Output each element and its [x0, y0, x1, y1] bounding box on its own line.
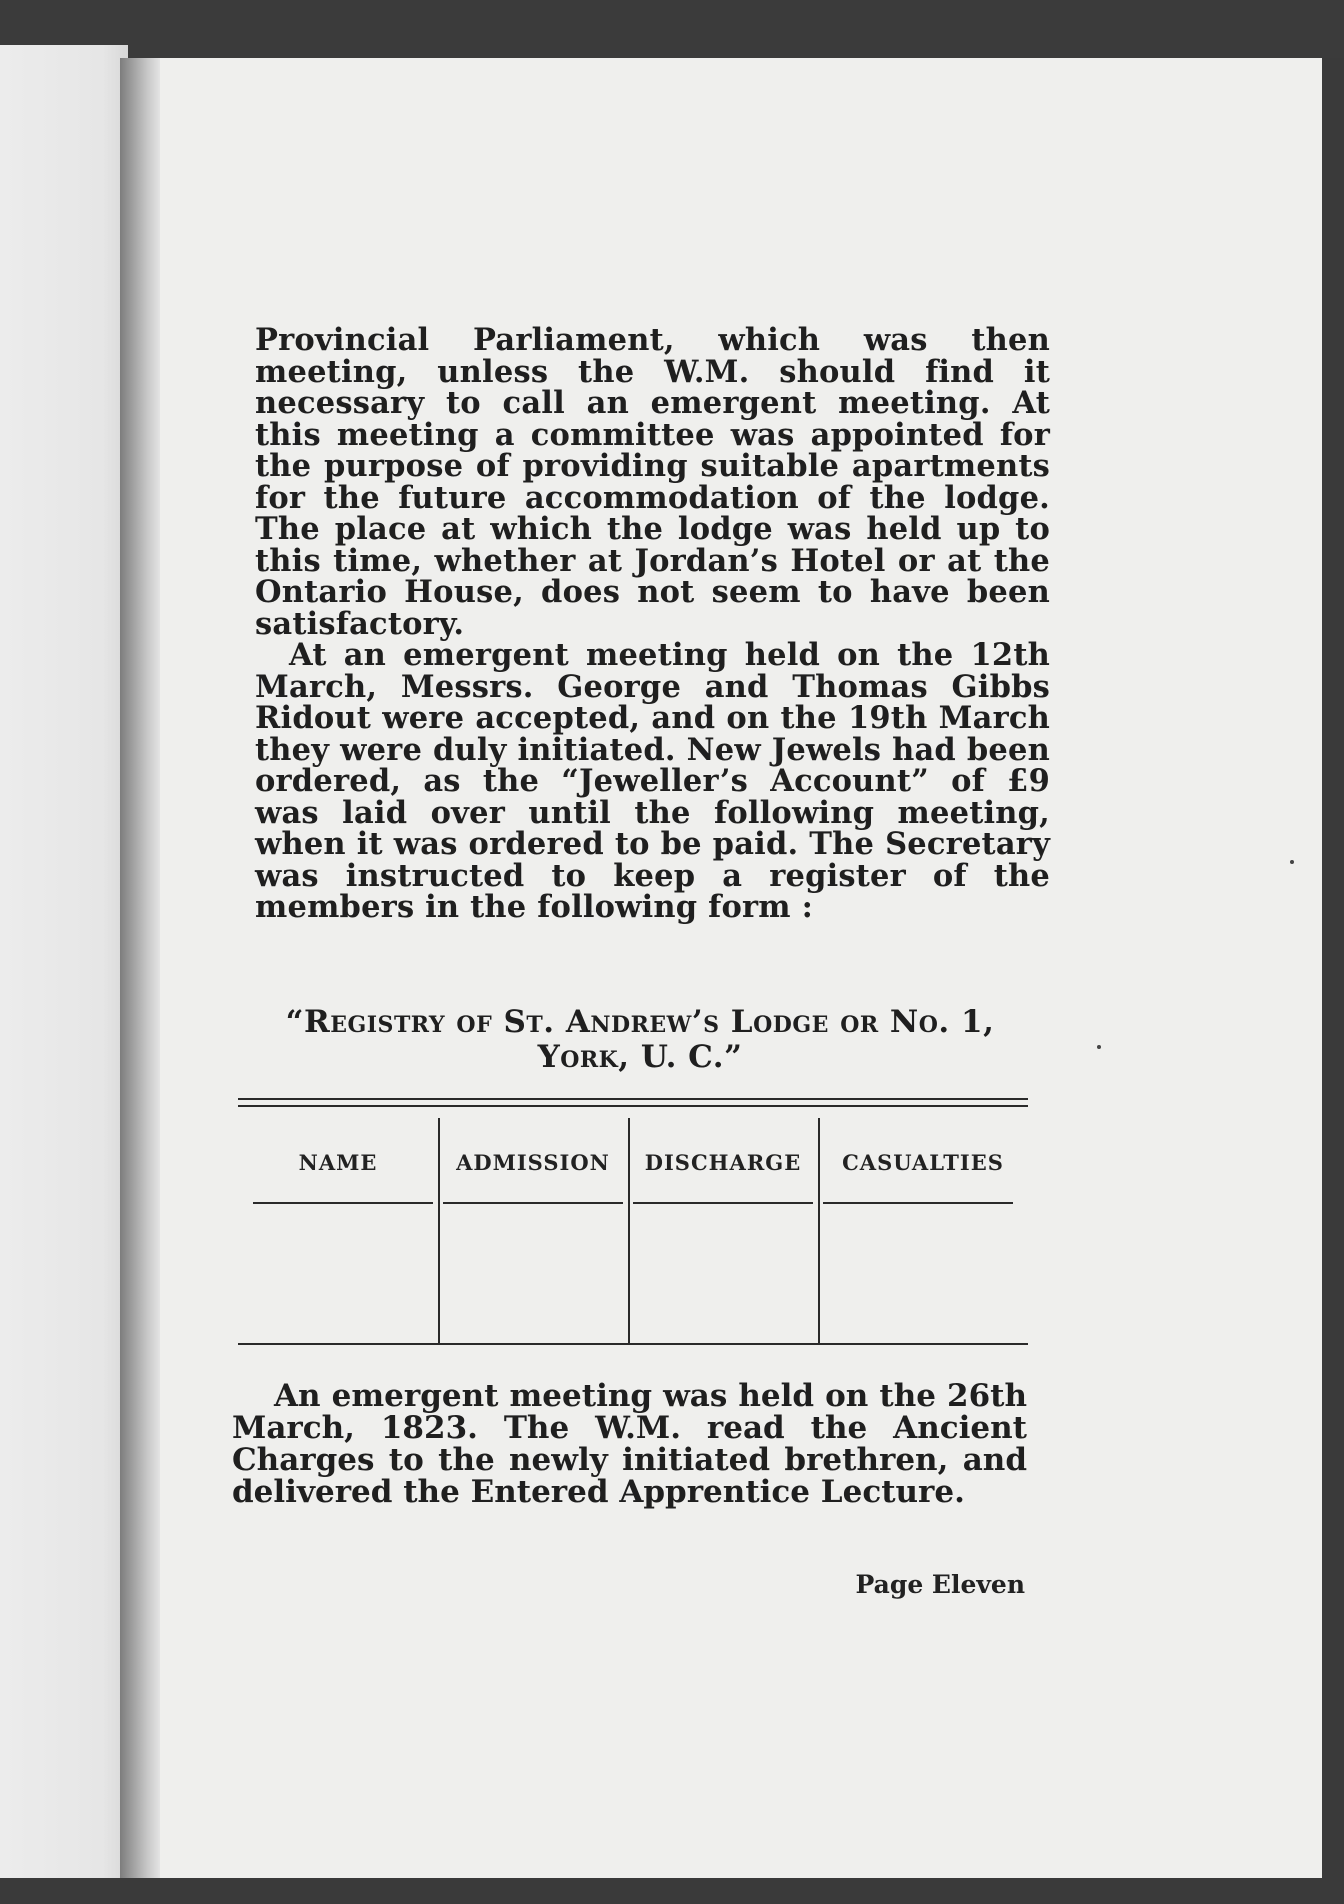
column-divider: [818, 1118, 820, 1343]
column-header-admission: ADMISSION: [456, 1150, 610, 1175]
table-bottom-rule: [238, 1343, 1028, 1345]
header-underline: [253, 1202, 433, 1204]
column-header-casualties: CASUALTIES: [842, 1150, 1004, 1175]
register-title-line-1: “Registry of St. Andrew’s Lodge or No. 1,: [285, 1004, 995, 1040]
scan-speck: [1290, 860, 1294, 864]
scan-right-border: [1322, 58, 1344, 1904]
header-underline: [633, 1202, 813, 1204]
header-underline: [443, 1202, 623, 1204]
scan-speck: [1097, 1045, 1101, 1049]
book-gutter-shadow: [120, 58, 160, 1880]
closing-text: [232, 1380, 1027, 1508]
register-title: [230, 1005, 1050, 1075]
scan-top-border: [0, 0, 1344, 58]
facing-page-edge: [0, 45, 128, 1880]
register-title-line-2: York, U. C.”: [537, 1039, 743, 1075]
body-paragraph-2: At an emergent meeting held on the 12th March, Messrs. George and Thomas Gibbs Ridout were accepted, and on the 19th March they were duly initiated. New Jewels had been ordered, as the “Jeweller’s Account” of £9 was laid over until the following meeting, when it was ordered to be paid. The Secretary was instructed to keep a register of the members in the following form :: [255, 637, 1050, 925]
register-form-table: [238, 1098, 1028, 1348]
page-number: Page Eleven: [855, 1570, 1025, 1599]
column-header-discharge: DISCHARGE: [644, 1150, 802, 1175]
scan-bottom-border: [0, 1878, 1344, 1904]
body-text: [255, 322, 1050, 925]
column-divider: [628, 1118, 630, 1343]
closing-paragraph: An emergent meeting was held on the 26th March, 1823. The W.M. read the Ancient Charges to the newly initiated brethren, and delivered the Entered Apprentice Lecture.: [232, 1378, 1027, 1510]
column-divider: [438, 1118, 440, 1343]
column-header-name: NAME: [298, 1150, 378, 1175]
table-top-rule-double: [238, 1105, 1028, 1107]
body-paragraph-1: Provincial Parliament, which was then meeting, unless the W.M. should find it necessary to call an emergent meeting. At this meeting a committee was appointed for the purpose of providing suitable apartments for the future accommodation of the lodge. The place at which the lodge was held up to this time, whether at Jordan’s Hotel or at the Ontario House, does not seem to have been satisfactory.: [255, 322, 1050, 642]
table-top-rule: [238, 1098, 1028, 1100]
header-underline: [823, 1202, 1013, 1204]
